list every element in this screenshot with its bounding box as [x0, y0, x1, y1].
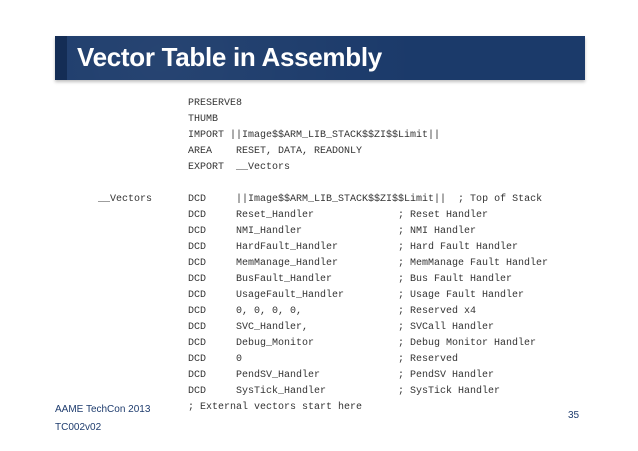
code-line: ; External vectors start here [188, 402, 363, 413]
footer-event-name: AAME TechCon 2013 [55, 404, 151, 415]
code-line: DCD 0 ; Reserved [188, 354, 459, 365]
code-line: DCD Reset_Handler ; Reset Handler [188, 210, 489, 221]
code-line: DCD NMI_Handler ; NMI Handler [188, 226, 477, 237]
code-line: DCD 0, 0, 0, 0, ; Reserved x4 [188, 306, 477, 317]
title-accent-stripe [55, 36, 67, 80]
code-line: DCD BusFault_Handler ; Bus Fault Handler [188, 274, 513, 285]
slide-title: Vector Table in Assembly [77, 42, 382, 72]
title-banner [55, 36, 585, 80]
code-line: AREA RESET, DATA, READONLY [188, 146, 363, 157]
code-line: __Vectors DCD ||Image$$ARM_LIB_STACK$$ZI$$Limit|| ; Top of Stack [98, 194, 543, 205]
code-line: THUMB [188, 114, 219, 125]
page-number: 35 [568, 410, 580, 421]
code-line: DCD MemManage_Handler ; MemManage Fault Handler [188, 258, 549, 269]
code-line: EXPORT __Vectors [188, 162, 291, 173]
code-line: DCD HardFault_Handler ; Hard Fault Handler [188, 242, 519, 253]
code-line: DCD PendSV_Handler ; PendSV Handler [188, 370, 495, 381]
code-line: DCD SysTick_Handler ; SysTick Handler [188, 386, 501, 397]
code-line: DCD UsageFault_Handler ; Usage Fault Handler [188, 290, 525, 301]
code-line: DCD SVC_Handler, ; SVCall Handler [188, 322, 495, 333]
code-line: DCD Debug_Monitor ; Debug Monitor Handler [188, 338, 537, 349]
footer-doc-code: TC002v02 [55, 422, 102, 433]
code-line: PRESERVE8 [188, 98, 243, 109]
code-line: IMPORT ||Image$$ARM_LIB_STACK$$ZI$$Limit|| [188, 130, 441, 141]
